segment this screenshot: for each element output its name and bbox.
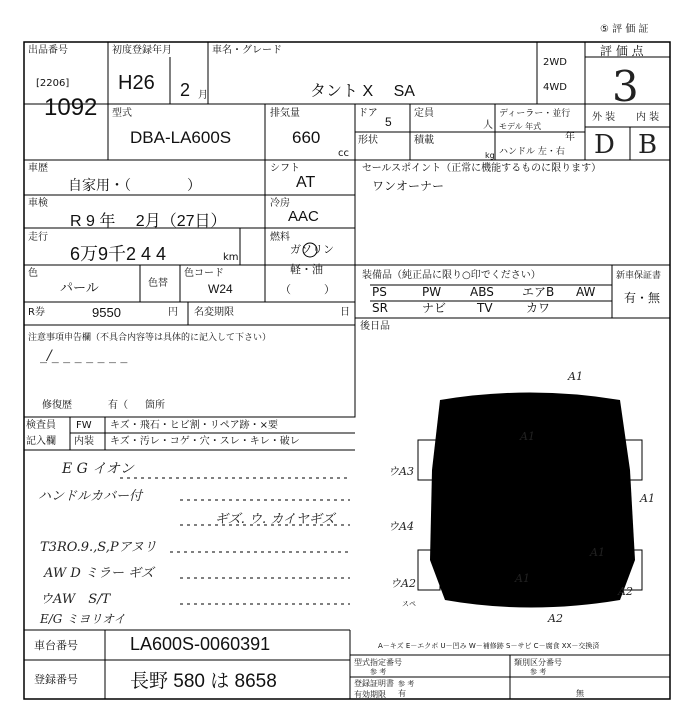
diagram-mark: A1 — [640, 492, 655, 505]
name-change-label: 名変期限 — [194, 307, 234, 318]
reg-cert-label: 登録証明書 — [354, 679, 394, 688]
kg-unit: kg — [485, 151, 495, 160]
repair-mark: 有（ — [108, 400, 128, 411]
color-code-value: W24 — [208, 282, 233, 296]
diagram-mark: A1 — [568, 370, 583, 383]
fuel-gas: ガソリン — [290, 243, 334, 256]
load-label: 積載 — [414, 135, 434, 146]
equip-ps: PS — [372, 285, 387, 299]
fw-label: FW — [76, 420, 92, 431]
doors-value: 5 — [385, 115, 392, 129]
km-unit: km — [223, 252, 239, 263]
type-cert-ref: 参 考 — [370, 668, 387, 676]
fuel-light: 軽・油 — [290, 263, 323, 276]
new-warranty-value: 有・無 — [624, 291, 661, 305]
person-unit: 人 — [483, 120, 493, 131]
lot-prefix: [2206] — [36, 78, 70, 89]
doc-title: ⑤ 評 価 証 — [600, 24, 649, 35]
repair-parts: 箇所 — [145, 400, 165, 411]
displacement-value: 660 — [292, 128, 321, 147]
inspector-label: 検査員 — [26, 420, 56, 431]
category-ref: 参 考 — [530, 668, 547, 676]
recorder-label: 記入欄 — [26, 436, 56, 447]
fuel-paren: （ ） — [280, 283, 335, 296]
sales-point-1: ワンオーナー — [372, 179, 445, 193]
hw-line-2: ハンドルカバー付 — [38, 489, 143, 504]
new-warranty-label: 新車保証書 — [616, 271, 662, 281]
model-label: 型式 — [112, 108, 132, 119]
diagram-mark: A2 — [618, 585, 633, 598]
doors-label: ドア — [358, 108, 378, 119]
fw-items: キズ・飛石・ヒビ割・リペア跡・×要 — [110, 420, 278, 431]
history-label: 車歴 — [28, 163, 48, 174]
4wd-label: 4WD — [543, 82, 567, 93]
diagram-mark: A2 — [548, 612, 563, 625]
rating-label: 評 価 点 — [600, 44, 644, 58]
inspection-label: 車検 — [28, 198, 48, 209]
month-unit: 月 — [198, 90, 208, 101]
interior-grade: B — [638, 130, 658, 160]
inspection-value: R 9 年 2月（27日） — [70, 213, 227, 230]
chassis-value: LA600S-0060391 — [130, 634, 271, 654]
no-mark: 無 — [576, 689, 584, 698]
exterior-label: 外 装 — [592, 112, 616, 123]
diagram-mark: A1 — [515, 572, 530, 585]
equip-aw: AW — [576, 285, 596, 299]
spare-label: スペ — [402, 600, 416, 608]
2wd-label: 2WD — [543, 57, 567, 68]
expiry-label: 有効期限 — [354, 690, 386, 699]
notes-title: 注意事項申告欄（不具合内容等は具体的に記入して下さい） — [28, 333, 272, 343]
diagram-mark: A1 — [590, 546, 605, 559]
shift-value: AT — [296, 174, 316, 191]
model-year-label: モデル 年式 — [499, 122, 542, 131]
ac-value: AAC — [288, 208, 319, 225]
color-no-label: 色替 — [148, 278, 168, 289]
rear-seat-label: 後日品 — [360, 321, 390, 332]
mileage-label: 走行 — [28, 232, 48, 243]
nb-items: キズ・汚レ・コゲ・穴・スレ・キレ・破レ — [110, 436, 300, 447]
date-unit: 日 — [340, 307, 350, 318]
mileage-value: 6万9千2 4 4 — [70, 244, 167, 264]
hw-line-3: ギズ. ウ. カイヤギズ — [215, 512, 335, 527]
shift-label: シフト — [270, 163, 300, 174]
handle-label: ハンドル 左・右 — [499, 147, 565, 157]
diagram-mark: ウA2 — [390, 577, 416, 590]
repair-history-label: 修復歴 — [42, 400, 72, 411]
dealer-label: ディーラー・並行 — [499, 109, 571, 119]
notes-handwriting: _/_ _ _ _ _ _ _ — [40, 348, 128, 364]
model-value: DBA-LA600S — [130, 128, 232, 147]
yes-mark: 有 — [398, 689, 406, 698]
ac-label: 冷房 — [270, 198, 290, 209]
fuel-label: 燃料 — [270, 232, 290, 243]
diagram-mark: ウA3 — [388, 465, 414, 478]
equip-tv: TV — [477, 301, 493, 315]
hw-line-6: ウAW S/T — [40, 592, 111, 607]
color-value: パール — [60, 280, 99, 295]
equipment-label: 装備品（純正品に限り○印でください） — [362, 270, 541, 281]
reg-cert-ref: 参 考 — [398, 680, 415, 688]
hw-line-4: T3RO.9.,S,Pアヌリ — [40, 540, 157, 555]
color-label: 色 — [28, 268, 38, 279]
legend: A－キズ E－エクボ U－凹み W－補修跡 S－サビ C－腐食 XX－交換済 — [378, 642, 600, 650]
hw-line-5: AW D ミラー ギズ — [44, 566, 154, 581]
nb-label: 内装 — [74, 436, 94, 447]
hw-line-1: E G イオン — [62, 461, 134, 477]
cc-unit: cc — [338, 148, 349, 159]
diagram-mark: A1 — [520, 430, 535, 443]
equip-pw: PW — [422, 285, 442, 299]
diagram-mark: ウA4 — [388, 520, 414, 533]
car-name-label: 車名・グレード — [212, 45, 282, 56]
equip-sr: SR — [372, 301, 388, 315]
first-reg-label: 初度登録年月 — [112, 45, 172, 56]
recycle-label: R券 — [28, 307, 45, 318]
chassis-label: 車台番号 — [34, 639, 78, 652]
rating-value: 3 — [612, 62, 639, 111]
equip-abs: ABS — [470, 285, 494, 299]
sales-points-label: セールスポイント（正常に機能するものに限ります） — [362, 163, 602, 174]
displacement-label: 排気量 — [270, 108, 300, 119]
lot-no-label: 出品番号 — [28, 45, 68, 56]
hw-line-7: E/G ミヨリオイ — [40, 612, 126, 626]
equip-navi: ナビ — [422, 301, 447, 315]
interior-label: 内 装 — [636, 112, 660, 123]
history-value: 自家用・（ ） — [68, 177, 201, 193]
first-reg-era: H26 — [118, 72, 155, 94]
year-unit: 年 — [565, 132, 575, 143]
first-reg-month: 2 — [180, 80, 191, 100]
category-label: 類別区分番号 — [514, 658, 562, 667]
car-name-value: タント X SA — [310, 83, 415, 100]
yen-unit: 円 — [168, 307, 178, 318]
exterior-grade: D — [594, 130, 615, 160]
equip-airbag: エアB — [522, 285, 555, 299]
lot-no-value: 1092 — [44, 94, 98, 121]
reg-value: 長野 580 は 8658 — [130, 671, 277, 692]
shape-label: 形状 — [358, 135, 378, 146]
type-cert-label: 型式指定番号 — [354, 658, 402, 667]
equip-leather: カワ — [526, 301, 551, 315]
reg-label: 登録番号 — [34, 673, 78, 686]
capacity-label: 定員 — [414, 108, 434, 119]
recycle-value: 9550 — [92, 305, 121, 320]
color-code-label: 色コード — [184, 268, 224, 279]
